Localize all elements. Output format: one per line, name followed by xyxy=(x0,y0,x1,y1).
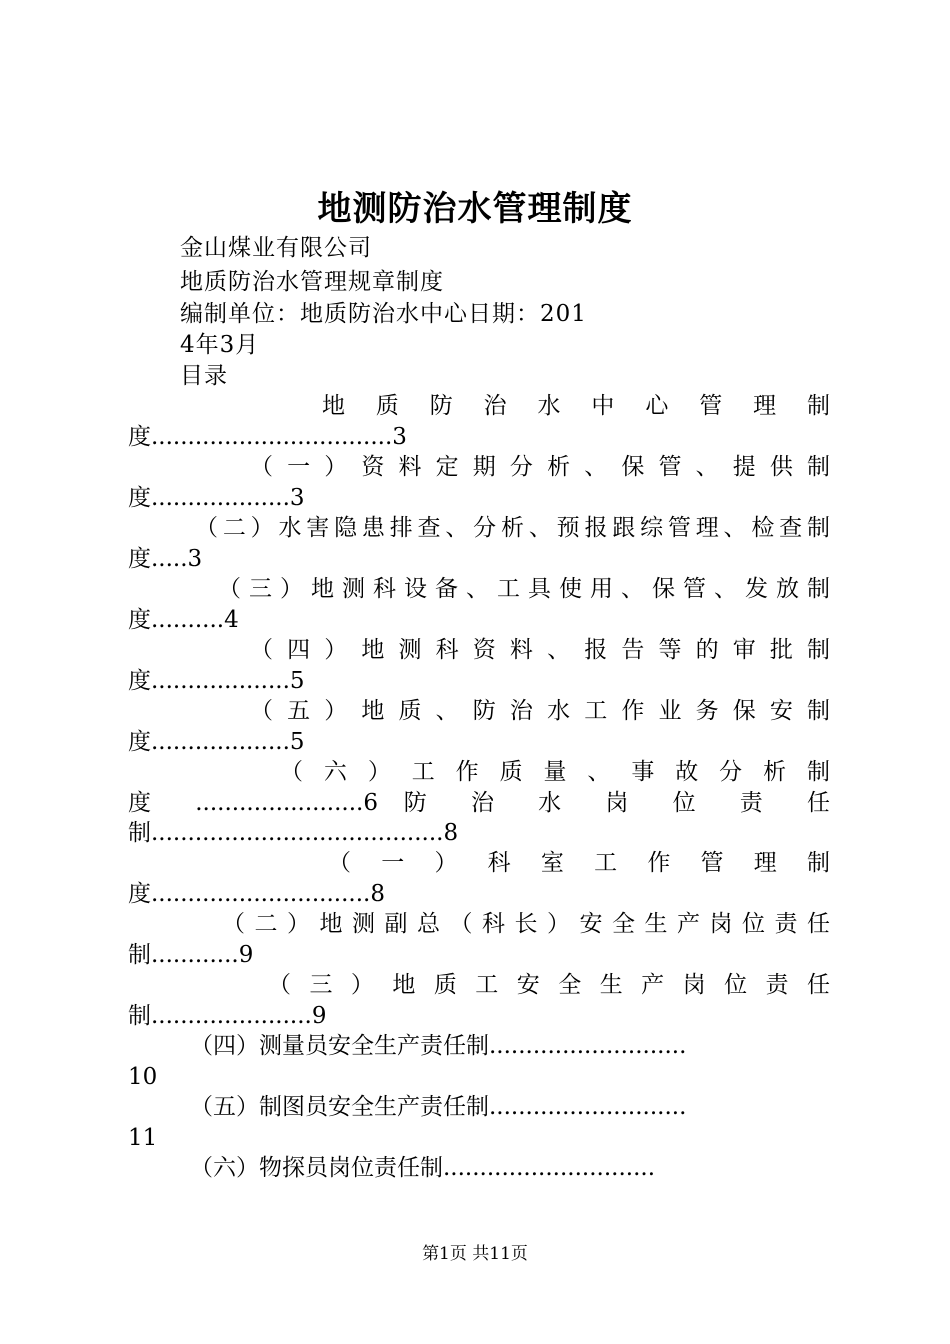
toc-entry-page: 10 xyxy=(128,1064,158,1090)
toc-entry-line: 度.................................3 xyxy=(128,424,407,450)
regulation-title: 地质防治水管理规章制度 xyxy=(180,269,444,295)
toc-entry-line: 地 质 防 治 水 中 心 管 理 制 xyxy=(322,393,830,419)
toc-entry-line: （五）地质、防治水工作业务保安制 xyxy=(250,698,830,724)
toc-entry-line: （二）水害隐患排查、分析、预报跟综管理、检查制 xyxy=(195,515,830,541)
company-name: 金山煤业有限公司 xyxy=(180,235,372,261)
toc-entry-line: 度...................3 xyxy=(128,485,305,511)
document-title: 地测防治水管理制度 xyxy=(317,189,633,229)
toc-entry-line: （一）科室工作管理制 xyxy=(328,850,830,876)
toc-entry-line: （三）地测科设备、工具使用、保管、发放制 xyxy=(218,576,830,602)
toc-entry-line: 制......................9 xyxy=(128,1003,327,1029)
toc-entry-line: （三）地质工安全生产岗位责任 xyxy=(268,972,830,998)
toc-entry-line: 度..........4 xyxy=(128,607,239,633)
toc-heading: 目录 xyxy=(180,363,228,389)
toc-entry-line: （四）测量员安全生产责任制........................... xyxy=(190,1033,687,1059)
toc-entry-line: （五）制图员安全生产责任制........................... xyxy=(190,1094,687,1120)
date-continuation: 4年3月 xyxy=(180,332,260,358)
toc-entry-page: 11 xyxy=(128,1125,158,1151)
compiler-date-line: 编制单位：地质防治水中心日期：201 xyxy=(180,301,587,327)
page-footer: 第1页 共11页 xyxy=(422,1244,528,1264)
toc-entry-line: （四）地测科资料、报告等的审批制 xyxy=(250,637,830,663)
toc-entry-line: 度..............................8 xyxy=(128,881,385,907)
toc-entry-line: （二）地测副总（科长）安全生产岗位责任 xyxy=(222,911,830,937)
toc-entry-line: （六）工作质量、事故分析制 xyxy=(280,759,830,785)
toc-entry-line: 度 .......................6 防 治 水 岗 位 责 任 xyxy=(128,790,830,816)
toc-entry-line: 制............9 xyxy=(128,942,254,968)
toc-entry-line: 度.....3 xyxy=(128,546,203,572)
toc-entry-line: 度...................5 xyxy=(128,729,305,755)
toc-entry-line: （六）物探员岗位责任制............................. xyxy=(190,1155,656,1181)
toc-entry-line: 度...................5 xyxy=(128,668,305,694)
toc-entry-line: 制........................................8 xyxy=(128,820,459,846)
toc-entry-line: （一）资料定期分析、保管、提供制 xyxy=(250,454,830,480)
